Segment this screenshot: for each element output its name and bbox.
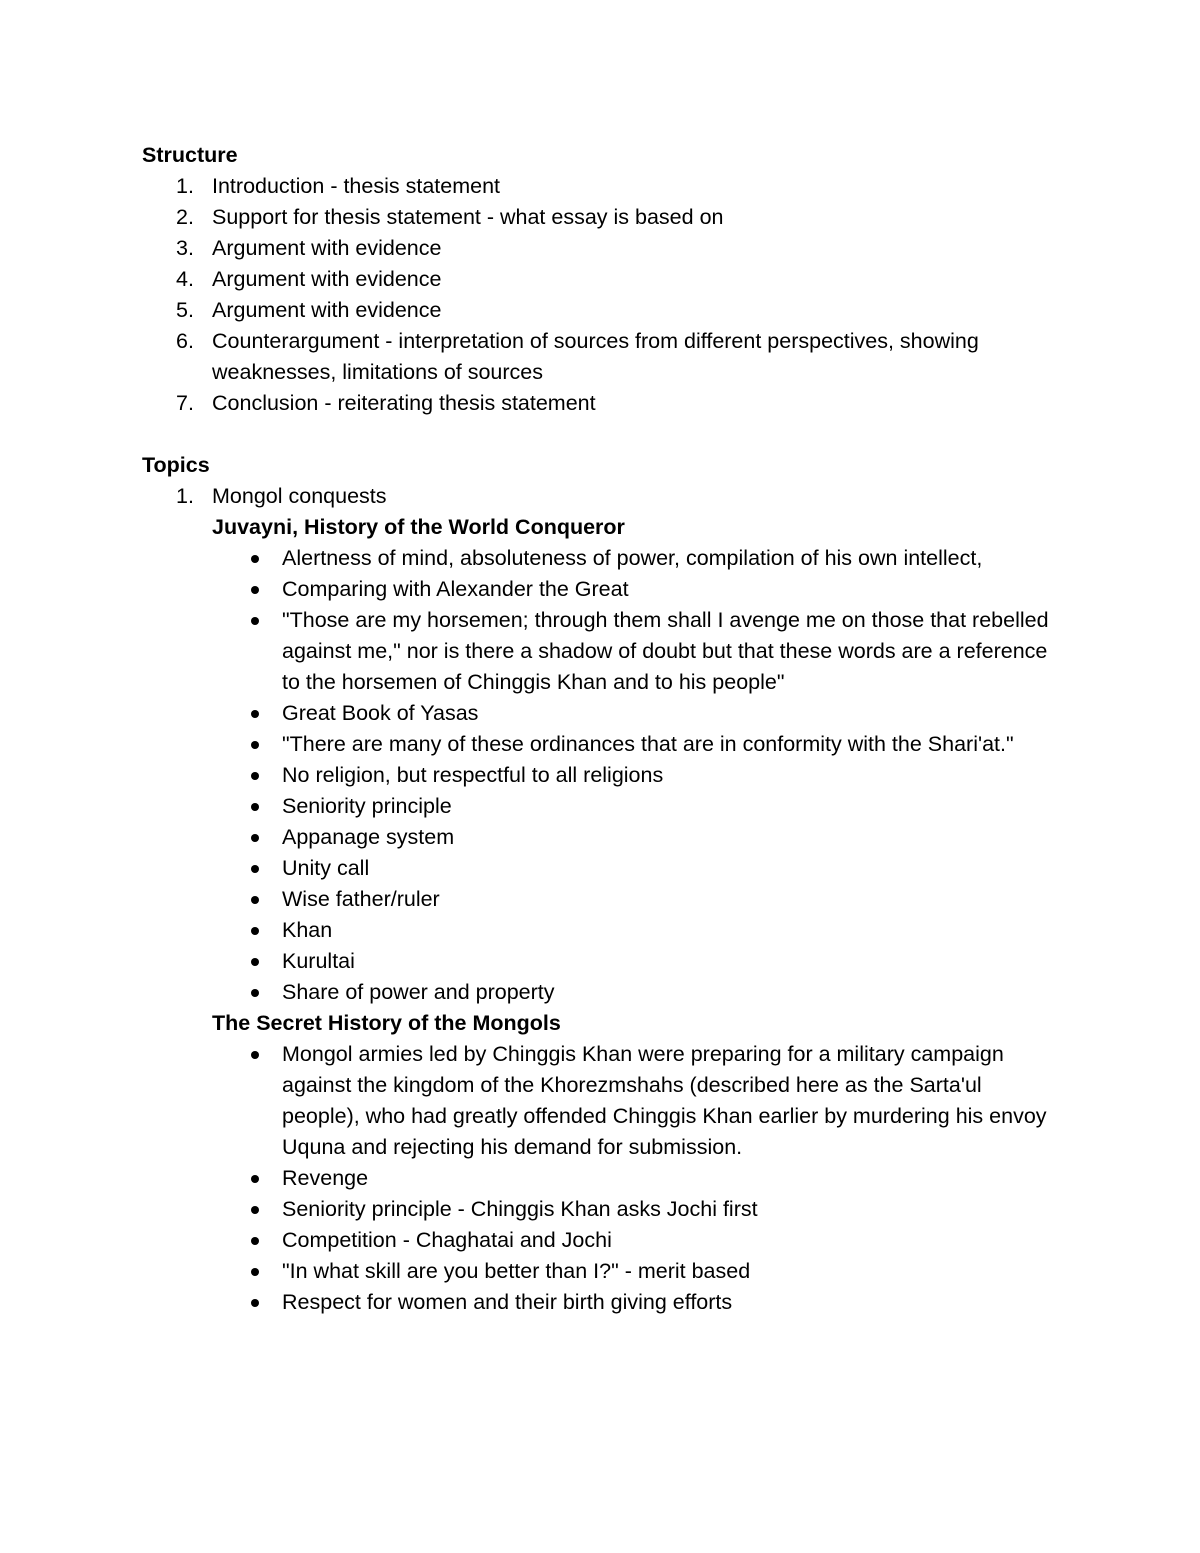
bullet-item — [142, 1287, 1062, 1318]
bullet-item — [142, 853, 1062, 884]
bullet-item — [142, 1163, 1062, 1194]
juvayni-bullet-list — [142, 543, 1062, 1008]
bullet-icon — [251, 927, 259, 935]
bullet-icon — [251, 710, 259, 718]
bullet-text: Seniority principle — [282, 794, 452, 818]
bullet-item — [142, 1256, 1062, 1287]
list-number: 1. — [176, 484, 194, 508]
bullet-icon — [251, 958, 259, 966]
section-spacer — [142, 419, 1062, 450]
bullet-icon — [251, 865, 259, 873]
bullet-item — [142, 1039, 1062, 1163]
list-item-text: Mongol conquests — [212, 484, 387, 508]
list-item — [142, 171, 1062, 202]
bullet-icon — [251, 834, 259, 842]
bullet-icon — [251, 1051, 259, 1059]
bullet-item — [142, 729, 1062, 760]
bullet-item — [142, 1194, 1062, 1225]
topics-heading: Topics — [142, 453, 210, 477]
bullet-text: Wise father/ruler — [282, 887, 440, 911]
list-item-text: Counterargument - interpretation of sources from different perspectives, showing weaknesses, limitations of sources — [212, 329, 979, 384]
juvayni-subheading: Juvayni, History of the World Conqueror — [212, 515, 625, 539]
bullet-item — [142, 760, 1062, 791]
list-number: 6. — [176, 329, 194, 353]
bullet-icon — [251, 896, 259, 904]
bullet-text: Appanage system — [282, 825, 455, 849]
bullet-icon — [251, 617, 259, 625]
bullet-text: Respect for women and their birth giving efforts — [282, 1290, 733, 1314]
bullet-icon — [251, 1268, 259, 1276]
bullet-item — [142, 1225, 1062, 1256]
bullet-text: Unity call — [282, 856, 370, 880]
list-item — [142, 295, 1062, 326]
list-item-text: Support for thesis statement - what essay is based on — [212, 205, 724, 229]
bullet-icon — [251, 1237, 259, 1245]
document-page — [142, 140, 1062, 1318]
bullet-item — [142, 543, 1062, 574]
bullet-text: Revenge — [282, 1166, 369, 1190]
bullet-item — [142, 822, 1062, 853]
bullet-item — [142, 915, 1062, 946]
bullet-icon — [251, 803, 259, 811]
bullet-text: "There are many of these ordinances that are in conformity with the Shari'at." — [282, 732, 1014, 756]
list-item — [142, 202, 1062, 233]
bullet-text: Great Book of Yasas — [282, 701, 479, 725]
list-item-text: Conclusion - reiterating thesis statement — [212, 391, 596, 415]
bullet-item — [142, 791, 1062, 822]
bullet-item — [142, 977, 1062, 1008]
list-item-text: Introduction - thesis statement — [212, 174, 501, 198]
bullet-icon — [251, 555, 259, 563]
topics-list — [142, 481, 1062, 512]
list-item-text: Argument with evidence — [212, 298, 442, 322]
bullet-icon — [251, 772, 259, 780]
bullet-text: "In what skill are you better than I?" - merit based — [282, 1259, 751, 1283]
list-item-text: Argument with evidence — [212, 236, 442, 260]
secret-history-subheading: The Secret History of the Mongols — [212, 1011, 561, 1035]
list-item — [142, 326, 1062, 388]
bullet-item — [142, 884, 1062, 915]
bullet-text: No religion, but respectful to all religions — [282, 763, 664, 787]
list-number: 1. — [176, 174, 194, 198]
bullet-item — [142, 605, 1062, 698]
list-item-text: Argument with evidence — [212, 267, 442, 291]
list-item — [142, 481, 1062, 512]
list-number: 7. — [176, 391, 194, 415]
bullet-icon — [251, 1175, 259, 1183]
structure-heading: Structure — [142, 143, 238, 167]
secret-history-bullet-list — [142, 1039, 1062, 1318]
list-item — [142, 388, 1062, 419]
bullet-item — [142, 574, 1062, 605]
bullet-text: Mongol armies led by Chinggis Khan were preparing for a military campaign against the kingdom of the Khorezmshahs (described here as the Sarta'ul people), who had greatly offended Chinggis Khan earlier by murdering his envoy Uquna and rejecting his demand for submission. — [282, 1042, 1047, 1159]
bullet-text: Seniority principle - Chinggis Khan asks Jochi first — [282, 1197, 758, 1221]
list-number: 4. — [176, 267, 194, 291]
bullet-icon — [251, 989, 259, 997]
bullet-text: Alertness of mind, absoluteness of power, compilation of his own intellect, — [282, 546, 983, 570]
bullet-text: Share of power and property — [282, 980, 555, 1004]
list-number: 3. — [176, 236, 194, 260]
bullet-text: "Those are my horsemen; through them shall I avenge me on those that rebelled against me," nor is there a shadow of doubt but that these words are a reference to the horsemen of Chinggis Khan and to his people" — [282, 608, 1049, 694]
bullet-icon — [251, 1206, 259, 1214]
bullet-item — [142, 946, 1062, 977]
bullet-icon — [251, 741, 259, 749]
bullet-icon — [251, 1299, 259, 1307]
bullet-text: Competition - Chaghatai and Jochi — [282, 1228, 612, 1252]
bullet-text: Comparing with Alexander the Great — [282, 577, 629, 601]
list-number: 2. — [176, 205, 194, 229]
list-item — [142, 264, 1062, 295]
bullet-text: Kurultai — [282, 949, 355, 973]
bullet-text: Khan — [282, 918, 333, 942]
list-number: 5. — [176, 298, 194, 322]
list-item — [142, 233, 1062, 264]
structure-list — [142, 171, 1062, 419]
bullet-item — [142, 698, 1062, 729]
bullet-icon — [251, 586, 259, 594]
